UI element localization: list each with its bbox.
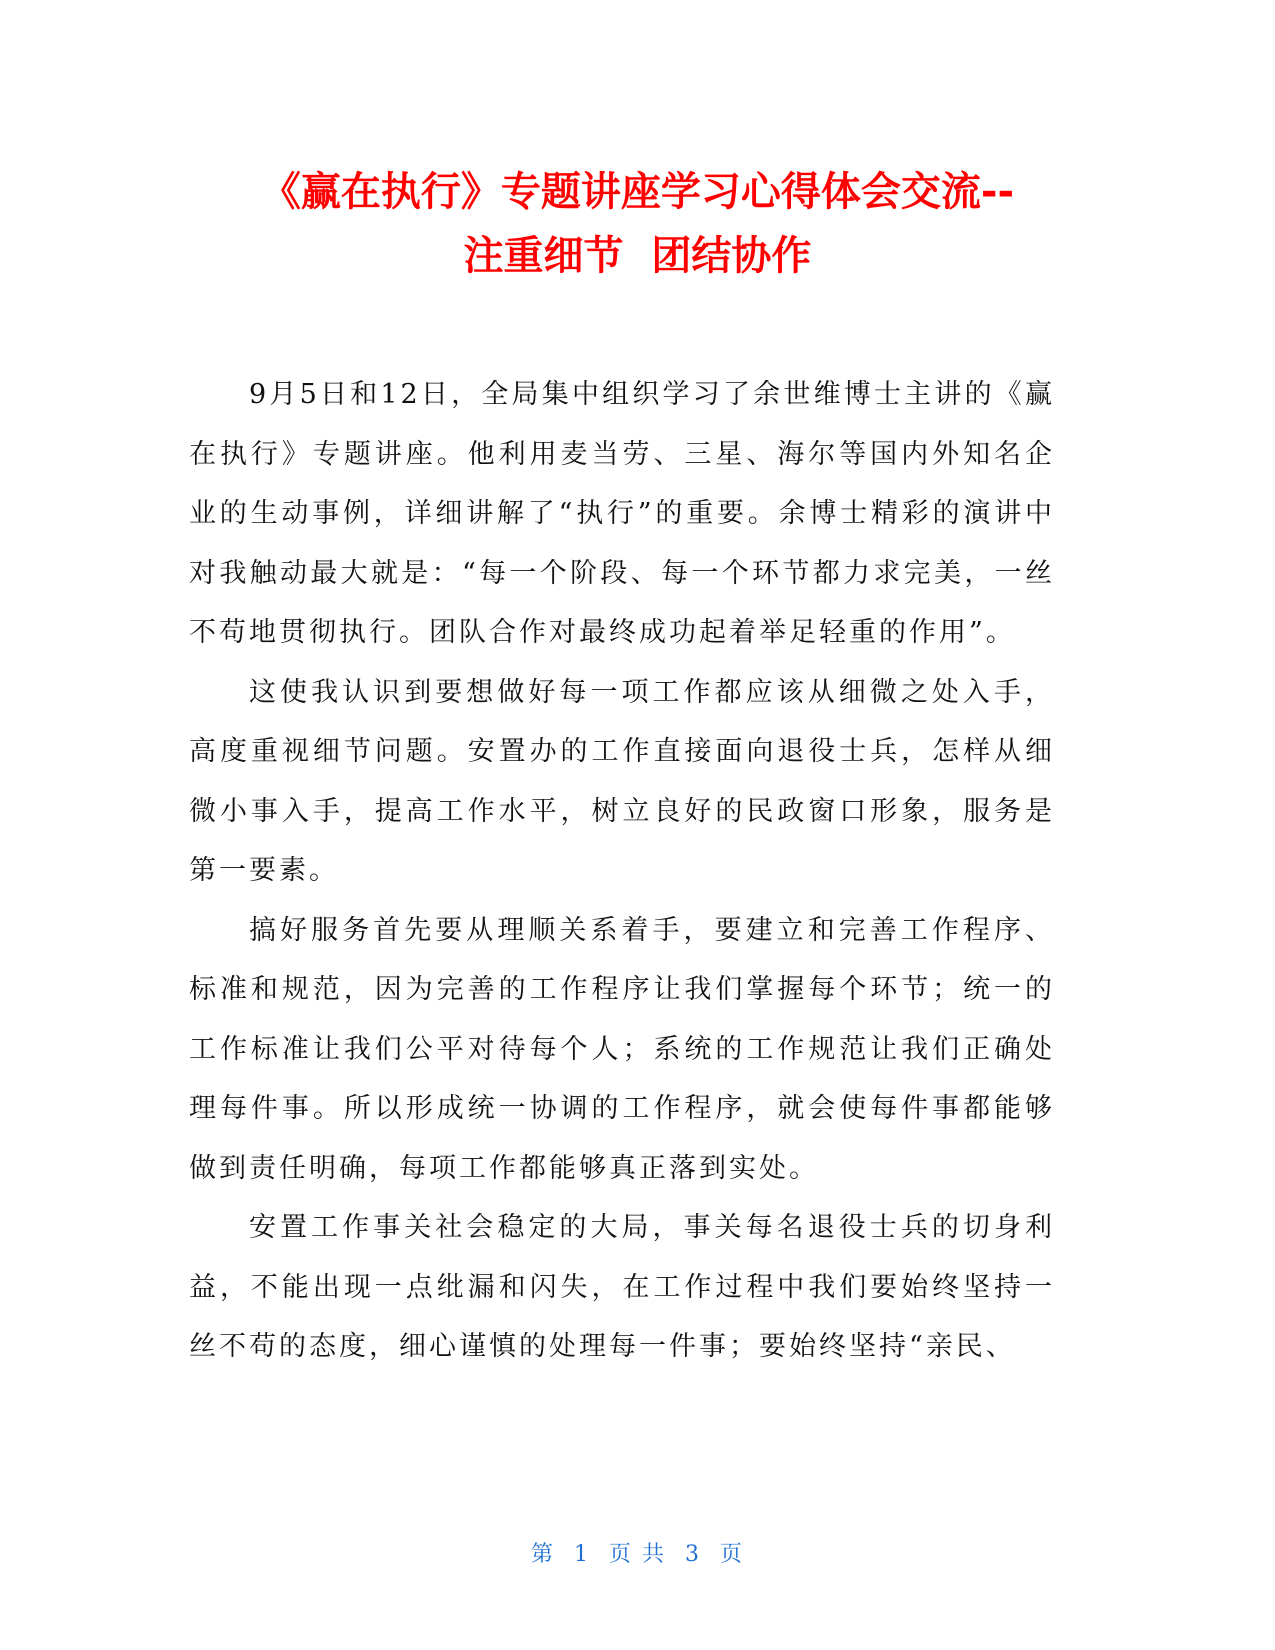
paragraph-2: 这使我认识到要想做好每一项工作都应该从细微之处入手，高度重视细节问题。安置办的工作直接面向退役士兵，怎样从细微小事入手，提高工作水平，树立良好的民政窗口形象，服务是第一要素。 [189, 676, 1055, 886]
document-title [150, 160, 1125, 288]
paragraph-1: 9月5日和12日，全局集中组织学习了余世维博士主讲的《赢在执行》专题讲座。他利用麦当劳、三星、海尔等国内外知名企业的生动事例，详细讲解了“执行”的重要。余博士精彩的演讲中对我触动最大就是：“每一个阶段、每一个环节都力求完美，一丝不苟地贯彻执行。团队合作对最终成功起着举足轻重的作用”。 [189, 379, 1055, 648]
footer-label-end: 页 [720, 1542, 745, 1567]
title-line-1: 《赢在执行》专题讲座学习心得体会交流-- [260, 169, 1015, 215]
document-body [189, 365, 1055, 1377]
title-line-2: 注重细节 团结协作 [463, 233, 812, 279]
paragraph-3: 搞好服务首先要从理顺关系着手，要建立和完善工作程序、标准和规范，因为完善的工作程序让我们掌握每个环节；统一的工作标准让我们公平对待每个人；系统的工作规范让我们正确处理每件事。所以形成统一协调的工作程序，就会使每件事都能够做到责任明确，每项工作都能够真正落到实处。 [189, 914, 1055, 1184]
footer-current-page: 1 [574, 1542, 590, 1567]
footer-label-of: 页 共 [609, 1542, 666, 1567]
page-footer [0, 1537, 1275, 1568]
footer-total-pages: 3 [685, 1542, 701, 1567]
footer-label-page: 第 [530, 1542, 555, 1567]
paragraph-4: 安置工作事关社会稳定的大局，事关每名退役士兵的切身利益，不能出现一点纰漏和闪失，在工作过程中我们要始终坚持一丝不苟的态度，细心谨慎的处理每一件事；要始终坚持“亲民、 [189, 1212, 1055, 1362]
